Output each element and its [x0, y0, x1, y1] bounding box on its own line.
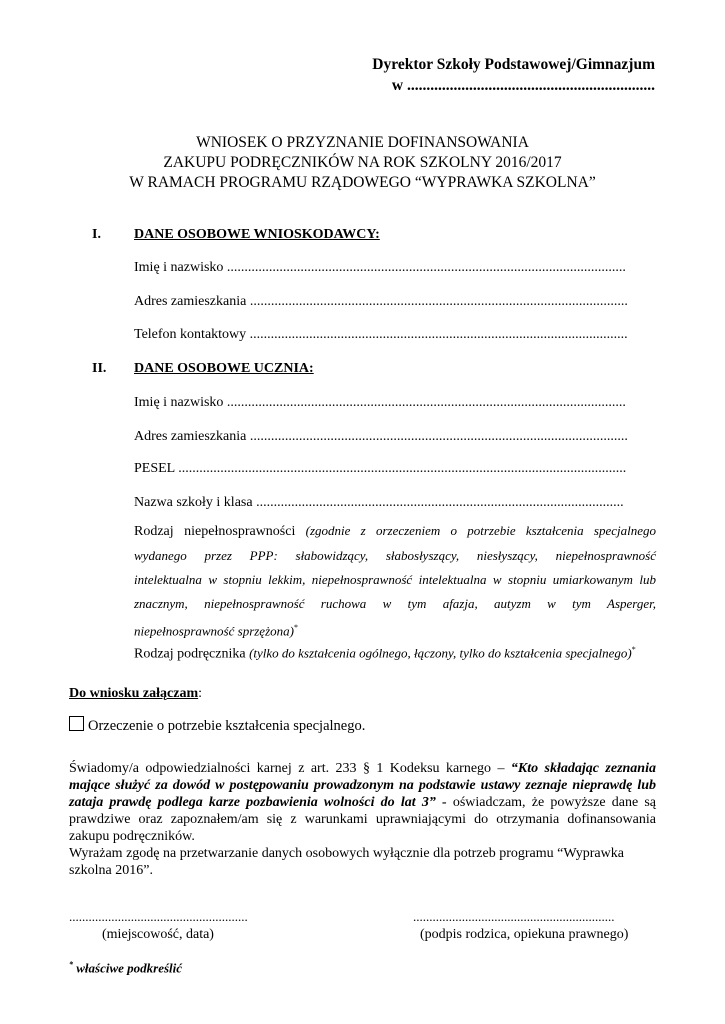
asterisk-mark: * [631, 645, 636, 654]
student-name-field[interactable]: Imię i nazwisko .................................................................................................................. [134, 395, 626, 410]
asterisk-mark: * [293, 623, 298, 632]
declaration-block [69, 760, 656, 879]
recipient-line-2: w ................................................................ [391, 77, 655, 94]
textbook-note: (tylko do kształcenia ogólnego, łączony, tylko do kształcenia specjalnego) [249, 645, 632, 661]
document-title [0, 133, 725, 193]
disability-line-5: niepełnosprawność sprzężona)* [134, 623, 298, 639]
student-pesel-field[interactable]: PESEL ................................................................................................................................ [134, 461, 627, 476]
place-date-label: (miejscowość, data) [102, 927, 214, 942]
disability-type-block [134, 519, 656, 643]
signature-field[interactable]: .............................................................. [413, 909, 615, 924]
disability-line-3: intelektualna w stopniu lekkim, niepełnosprawność intelektualna w stopniu umiarkowanym lub [134, 572, 656, 587]
title-line-2: ZAKUPU PODRĘCZNIKÓW NA ROK SZKOLNY 2016/2017 [163, 154, 562, 171]
section-2-heading: DANE OSOBOWE UCZNIA: [134, 361, 314, 376]
signature-label: (podpis rodzica, opiekuna prawnego) [420, 927, 629, 942]
title-line-1: WNIOSEK O PRZYZNANIE DOFINANSOWANIA [196, 134, 529, 151]
section-1-heading: DANE OSOBOWE WNIOSKODAWCY: [134, 227, 380, 242]
declaration-paragraph: Świadomy/a odpowiedzialności karnej z art. 233 § 1 Kodeksu karnego – “Kto składając zeznania mające służyć za dowód w postępowaniu prowadzonym na podstawie ustawy zeznaje nieprawdę lub zataja prawdę podlega karze pozbawienia wolności do lat 3” - oświadczam, że powyższe dane są prawdziwe oraz zapoznałem/am się z warunkami uprawniającymi do otrzymania dofinansowania zakupu podręczników. [69, 761, 657, 844]
disability-line-4: znacznym, niepełnosprawność ruchowa w tym afazja, autyzm w tym Asperger, [134, 596, 656, 611]
footnote: * właściwe podkreślić [69, 960, 183, 976]
attachments-heading: Do wniosku załączam: [69, 686, 203, 701]
consent-paragraph: Wyrażam zgodę na przetwarzanie danych osobowych wyłącznie dla potrzeb programu “Wyprawka szkolna 2016”. [69, 846, 624, 878]
attachment-label: Orzeczenie o potrzebie kształcenia specjalnego. [88, 718, 366, 734]
applicant-address-field[interactable]: Adres zamieszkania ............................................................................................................ [134, 294, 628, 309]
section-1-number: I. [92, 227, 101, 242]
attachment-checkbox[interactable] [69, 716, 84, 731]
textbook-label: Rodzaj podręcznika [134, 646, 246, 662]
applicant-phone-field[interactable]: Telefon kontaktowy ............................................................................................................ [134, 327, 628, 342]
student-address-field[interactable]: Adres zamieszkania ............................................................................................................ [134, 429, 628, 444]
applicant-name-field[interactable]: Imię i nazwisko .................................................................................................................. [134, 260, 626, 275]
section-2-number: II. [92, 361, 107, 376]
disability-line-1: Rodzaj niepełnosprawności (zgodnie z orzeczeniem o potrzebie kształcenia specjalnego [134, 523, 656, 539]
place-date-field[interactable]: ....................................................... [69, 909, 248, 924]
recipient-line-1: Dyrektor Szkoły Podstawowej/Gimnazjum [372, 56, 655, 73]
disability-label: Rodzaj niepełnosprawności [134, 524, 296, 539]
student-school-class-field[interactable]: Nazwa szkoły i klasa ......................................................................................................... [134, 495, 624, 510]
title-line-3: W RAMACH PROGRAMU RZĄDOWEGO “WYPRAWKA SZKOLNA” [129, 174, 596, 191]
textbook-type-row [134, 645, 636, 663]
penal-code-quote: “Kto składając zeznania mające służyć za dowód w postępowaniu prowadzonym na podstawie ustawy zeznaje nieprawdę lub zataja prawdę podlega karze pozbawienia wolności do lat 3” - [69, 761, 656, 810]
attachment-item [69, 716, 365, 735]
disability-line-2: wydanego przez PPP: słabowidzący, słabosłyszący, niesłyszący, niepełnosprawność [134, 548, 656, 563]
